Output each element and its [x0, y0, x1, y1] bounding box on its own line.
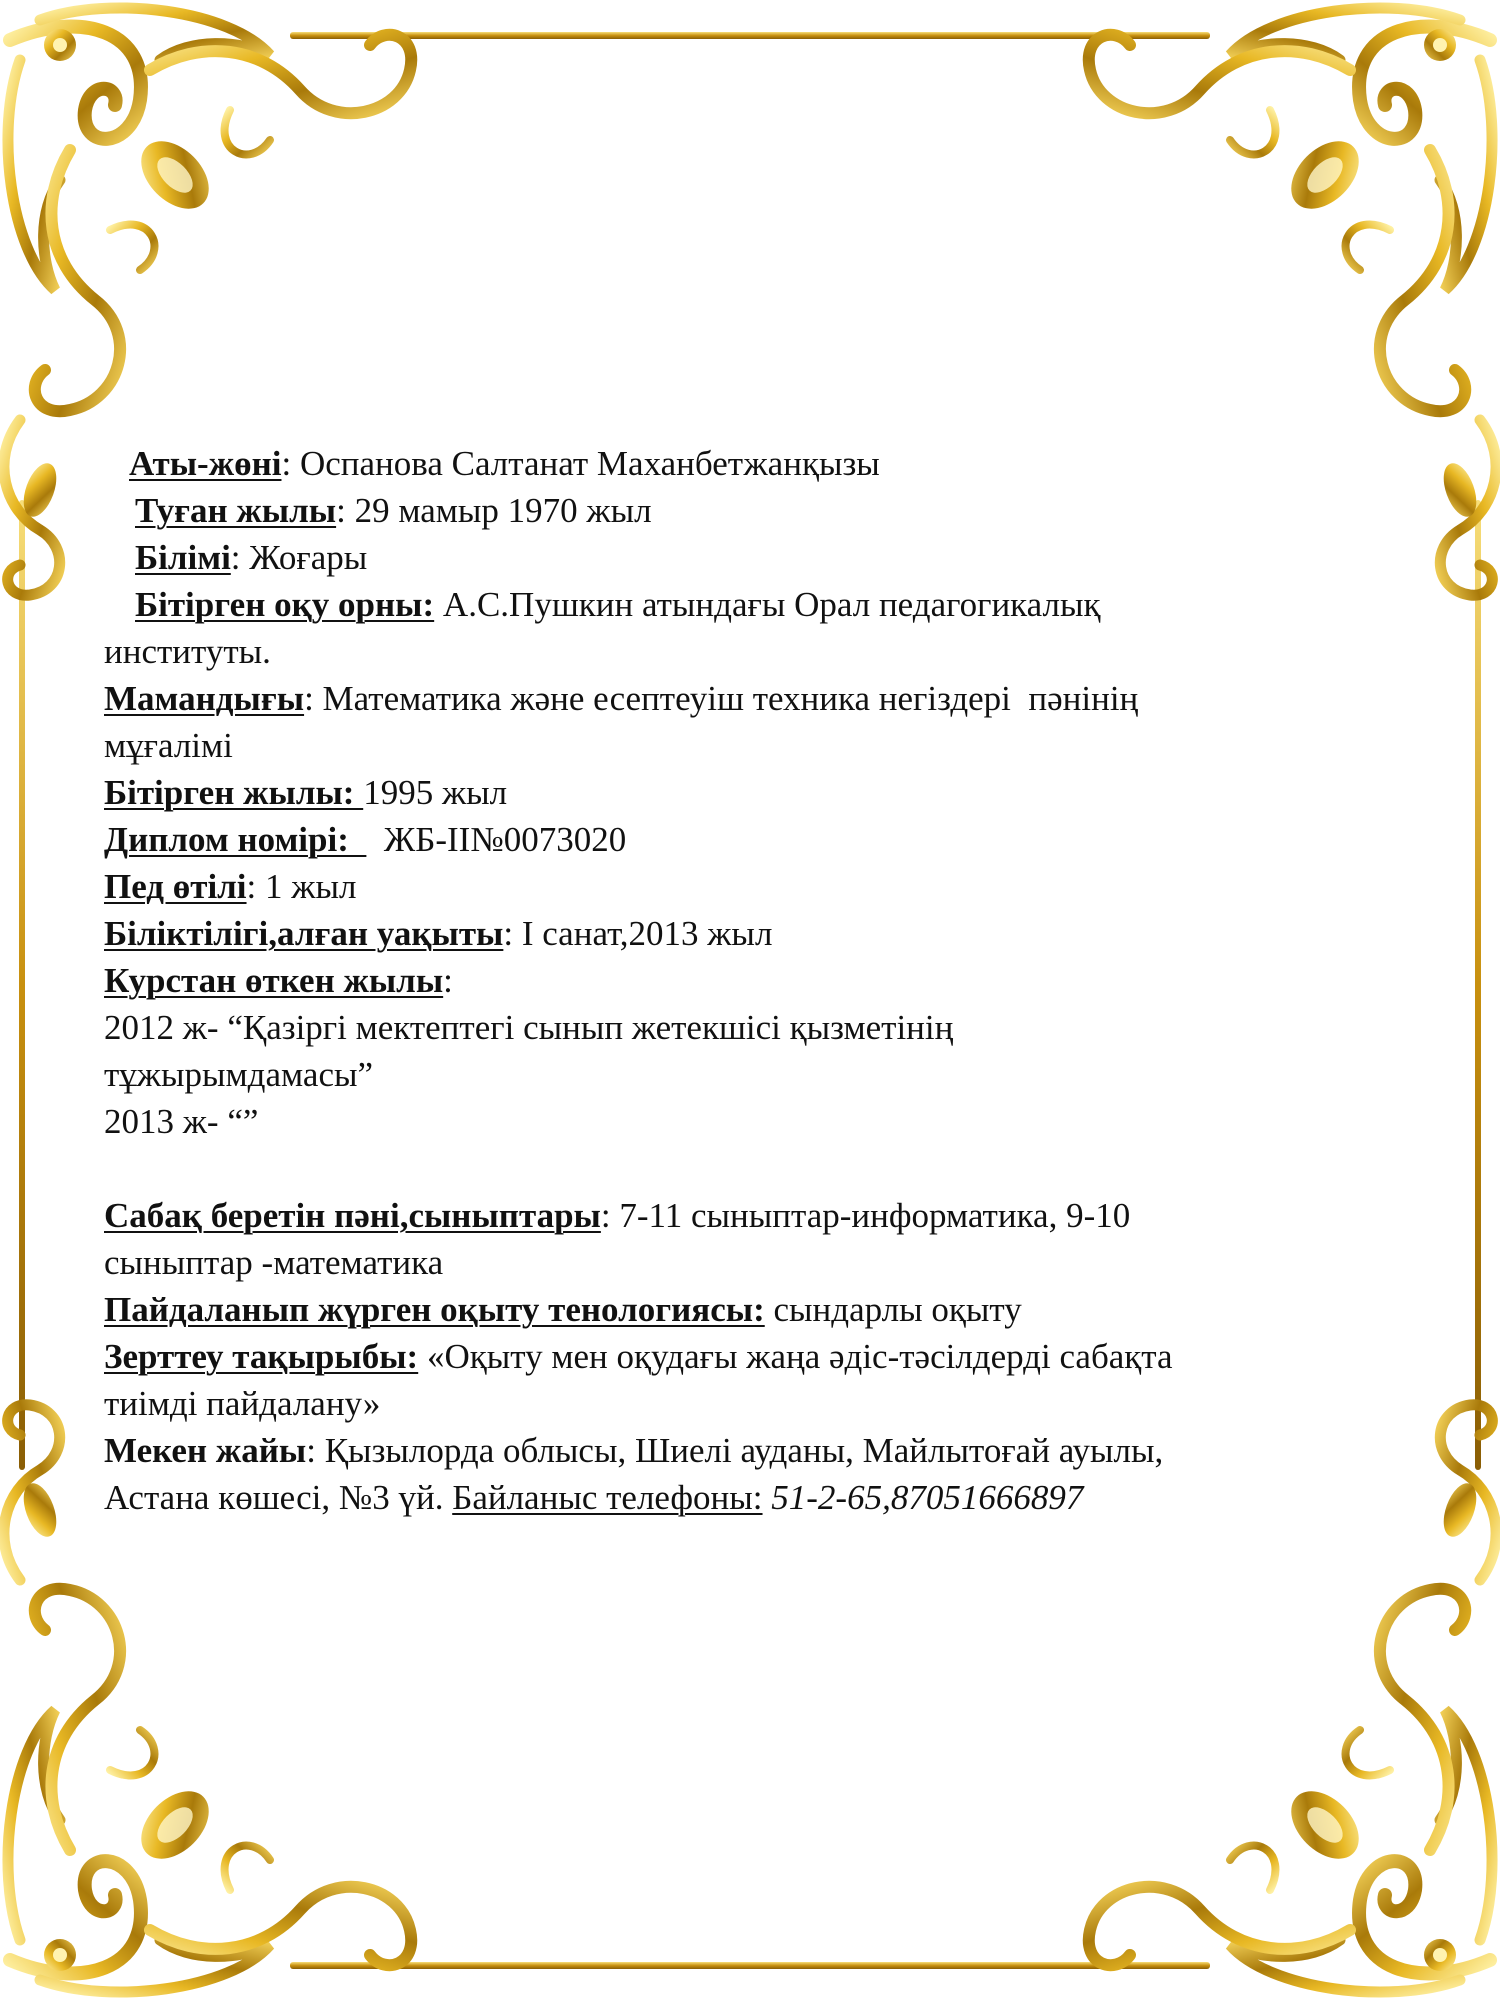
qualification-row	[104, 910, 1334, 957]
institution-row	[104, 581, 1334, 628]
diploma-value: ЖБ-II№0073020	[366, 820, 627, 859]
address-row	[104, 1427, 1334, 1474]
research-label: Зерттеу тақырыбы:	[104, 1337, 419, 1376]
research-row-cont: тиімді пайдалану»	[104, 1384, 381, 1423]
grad-year-label: Бітірген жылы:	[104, 773, 364, 812]
name-value: : Оспанова Салтанат Маханбетжанқызы	[281, 444, 880, 483]
subjects-row	[104, 1192, 1334, 1239]
specialty-value: : Математика және есептеуіш техника негіздері пәнінің	[304, 679, 1139, 718]
grad-year-row	[104, 769, 1334, 816]
education-row	[104, 534, 1334, 581]
diploma-label: Диплом номірі:	[104, 820, 367, 859]
specialty-label: Мамандығы	[104, 679, 305, 718]
courses-line-3: 2013 ж- “”	[104, 1102, 259, 1141]
specialty-row-cont: мұғалімі	[104, 726, 233, 765]
courses-label: Курстан өткен жылы	[104, 961, 444, 1000]
research-value: «Оқыту мен оқудағы жаңа әдіс-тәсілдерді сабақта	[418, 1337, 1173, 1376]
grad-year-value: 1995 жыл	[363, 773, 508, 812]
name-label: Аты-жөні	[129, 444, 282, 483]
subjects-row-cont: сыныптар -математика	[104, 1243, 444, 1282]
courses-line-2: тұжырымдамасы”	[104, 1055, 374, 1094]
birth-row	[104, 487, 1334, 534]
subjects-label: Сабақ беретін пәні,сыныптары	[104, 1196, 601, 1235]
experience-row	[104, 863, 1334, 910]
birth-value: : 29 мамыр 1970 жыл	[336, 491, 652, 530]
address-row-cont	[104, 1474, 1334, 1521]
phone-label: Байланыс телефоны:	[452, 1478, 763, 1517]
technology-label: Пайдаланып жүрген оқыту тенологиясы:	[104, 1290, 765, 1329]
courses-row	[104, 957, 1334, 1004]
blank-line	[104, 1145, 1334, 1192]
experience-label: Пед өтілі	[104, 867, 247, 906]
address-label: Мекен жайы	[104, 1431, 307, 1470]
teacher-profile	[104, 440, 1334, 1521]
institution-label: Бітірген оқу орны:	[135, 585, 435, 624]
subjects-value: : 7-11 сыныптар-информатика, 9-10	[600, 1196, 1131, 1235]
technology-value: сындарлы оқыту	[764, 1290, 1022, 1329]
specialty-row	[104, 675, 1334, 722]
technology-row	[104, 1286, 1334, 1333]
address-value: : Қызылорда облысы, Шиелі ауданы, Майлытоғай ауылы,	[306, 1431, 1164, 1470]
courses-suffix: :	[443, 961, 453, 1000]
institution-row-cont: институты.	[104, 632, 271, 671]
birth-label: Туған жылы	[135, 491, 337, 530]
name-row	[104, 440, 1334, 487]
education-value: : Жоғары	[230, 538, 368, 577]
institution-value: А.С.Пушкин атындағы Орал педагогикалық	[434, 585, 1101, 624]
address-value-cont: Астана көшесі, №3 үй.	[104, 1478, 453, 1517]
phone-number: 51-2-65,87051666897	[762, 1478, 1084, 1517]
qualification-value: : I санат,2013 жыл	[503, 914, 773, 953]
experience-value: : 1 жыл	[246, 867, 357, 906]
education-label: Білімі	[135, 538, 231, 577]
courses-line-1: 2012 ж- “Қазіргі мектептегі сынып жетекшісі қызметінің	[104, 1008, 954, 1047]
qualification-label: Біліктілігі,алған уақыты	[104, 914, 504, 953]
diploma-row	[104, 816, 1334, 863]
research-row	[104, 1333, 1334, 1380]
